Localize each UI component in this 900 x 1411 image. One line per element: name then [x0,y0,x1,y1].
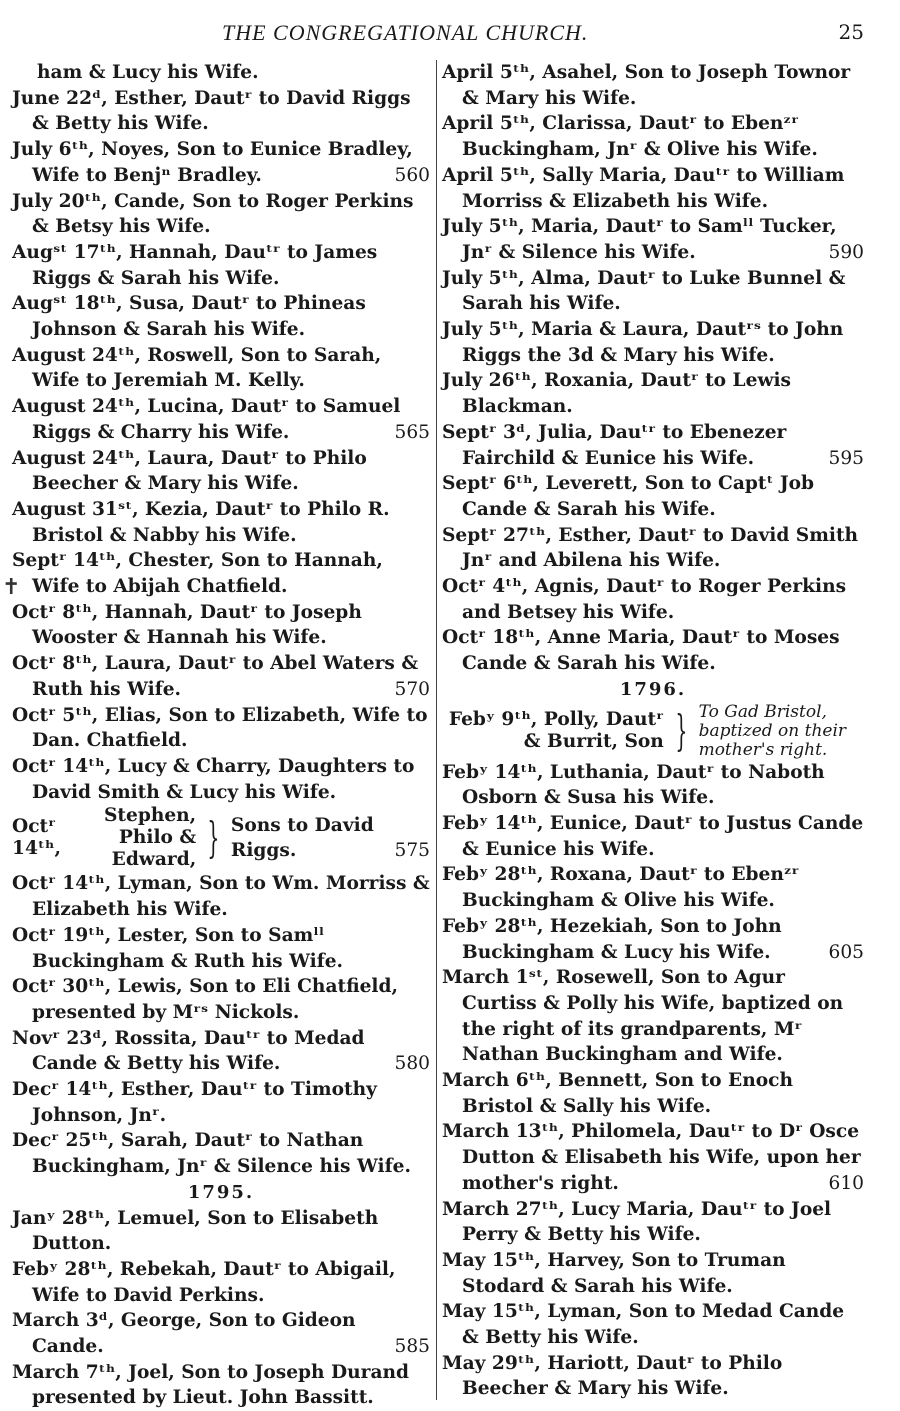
register-entry [12,137,430,188]
brace-names [72,805,196,871]
right-column [442,60,864,1402]
column-divider [436,60,437,1400]
entry-text: Febʸ 14ᵗʰ, Eunice, Dautʳ to Justus Cande & Eunice his Wife. [442,812,864,860]
entry-text: March 3ᵈ, George, Son to Gideon Cande. [12,1310,356,1358]
entry-text: Octʳ 14ᵗʰ, Lyman, Son to Wm. Morriss & Elizabeth his Wife. [12,873,430,921]
entry-text: Octʳ 5ᵗʰ, Elias, Son to Elizabeth, Wife to Dan. Chatfield. [12,704,428,752]
register-entry [12,703,430,754]
entry-number: 590 [828,241,864,263]
brace-text [231,813,430,863]
entry-text: July 6ᵗʰ, Noyes, Son to Eunice Bradley, Wife to Benjⁿ Bradley. [12,139,413,186]
brace-entry-right [442,703,864,760]
entry-text: Decʳ 14ᵗʰ, Esther, Dauᵗʳ to Timothy Johnson, Jnʳ. [12,1079,377,1126]
entry-text: March 6ᵗʰ, Bennett, Son to Enoch Bristol & Sally his Wife. [442,1070,793,1117]
entry-number: 560 [394,164,430,186]
register-entry [12,600,430,651]
brace-name: Edward, [111,849,197,871]
register-entry [442,1351,864,1402]
entry-text: Febʸ 28ᵗʰ, Roxana, Dautʳ to Ebenᶻʳ Buckingham & Olive his Wife. [442,864,800,912]
entry-text: Novʳ 23ᵈ, Rossita, Dauᵗʳ to Medad Cande & Betty his Wife. [12,1027,365,1075]
running-title: THE CONGREGATIONAL CHURCH. [222,20,589,45]
entry-text: April 5ᵗʰ, Clarissa, Dautʳ to Ebenᶻʳ Buckingham, Jnʳ & Olive his Wife. [442,113,818,161]
entry-number: 580 [394,1053,430,1075]
entry-text: Septʳ 27ᵗʰ, Esther, Dautʳ to David Smith Jnʳ and Abilena his Wife. [442,524,859,572]
register-entry [12,923,430,974]
entry-text: March 7ᵗʰ, Joel, Son to Joseph Durand presented by Lieut. John Bassitt. [12,1361,410,1409]
brace-description: Sons to David Riggs. [230,815,374,862]
register-entry [442,317,864,368]
register-entry [442,163,864,214]
page-header [0,20,900,50]
register-entry [12,548,430,599]
register-entry [442,914,864,965]
entry-text: Octʳ 18ᵗʰ, Anne Maria, Dautʳ to Moses Cande & Sarah his Wife. [442,627,840,675]
register-entry [442,965,864,1068]
register-entry [12,1128,430,1179]
register-entry [12,86,430,137]
register-entry [12,60,430,86]
entry-text: Decʳ 25ᵗʰ, Sarah, Dautʳ to Nathan Buckingham, Jnʳ & Silence his Wife. [12,1130,411,1178]
register-entry [442,1119,864,1196]
entry-text: Febʸ 28ᵗʰ, Rebekah, Dautʳ to Abigail, Wife to David Perkins. [12,1258,396,1306]
register-entry [442,1068,864,1119]
register-entry [442,760,864,811]
brace-name: Stephen, [103,805,197,827]
register-entry [12,394,430,445]
register-entry [12,343,430,394]
entry-text: July 5ᵗʰ, Maria & Laura, Dautʳˢ to John Riggs the 3d & Mary his Wife. [442,319,844,366]
entry-number: 595 [828,447,864,469]
page-number: 25 [838,20,864,44]
register-entry [442,811,864,862]
register-entry [12,1026,430,1077]
register-entry [12,1360,430,1411]
register-entry [442,1299,864,1350]
entry-text: August 24ᵗʰ, Laura, Dautʳ to Philo Beecher & Mary his Wife. [12,447,367,495]
brace-icon: } [675,706,688,756]
register-entry [12,651,430,702]
register-entry [12,446,430,497]
entry-text: May 29ᵗʰ, Hariott, Dautʳ to Philo Beecher & Mary his Wife. [442,1352,783,1400]
entry-text: Febʸ 28ᵗʰ, Hezekiah, Son to John Buckingham & Lucy his Wife. [442,915,782,963]
entry-number: 585 [394,1336,430,1358]
entry-text: July 5ᵗʰ, Maria, Dautʳ to Samˡˡ Tucker, Jnʳ & Silence his Wife. [442,216,837,263]
left-column [12,60,430,1411]
brace-second: & Burrit, Son [523,731,664,753]
entry-number: 570 [394,678,430,700]
register-entry [442,60,864,111]
register-entry [12,974,430,1025]
entry-text: Octʳ 8ᵗʰ, Hannah, Dautʳ to Joseph Wooster & Hannah his Wife. [12,601,362,649]
entry-text: April 5ᵗʰ, Asahel, Son to Joseph Townor & Mary his Wife. [442,62,851,109]
entry-text: August 31ˢᵗ, Kezia, Dautʳ to Philo R. Bristol & Nabby his Wife. [12,498,390,546]
entry-text: Janʸ 28ᵗʰ, Lemuel, Son to Elisabeth Dutton. [12,1207,379,1255]
register-entry [12,240,430,291]
entry-number: 565 [394,421,430,443]
brace-name: Philo & [118,827,197,849]
entry-text: Octʳ 14ᵗʰ, Lucy & Charry, Daughters to David Smith & Lucy his Wife. [12,755,415,803]
entry-text: Septʳ 6ᵗʰ, Leverett, Son to Captᵗ Job Cande & Sarah his Wife. [442,473,815,520]
entry-text: May 15ᵗʰ, Lyman, Son to Medad Cande & Betty his Wife. [442,1301,845,1349]
entry-number: 605 [828,941,864,963]
entry-number: 575 [394,840,430,862]
brace-date: Octʳ 14ᵗʰ, [12,816,61,860]
entry-text: Octʳ 19ᵗʰ, Lester, Son to Samˡˡ Buckingham & Ruth his Wife. [12,924,343,972]
entry-text: April 5ᵗʰ, Sally Maria, Dauᵗʳ to William Morriss & Elizabeth his Wife. [442,164,845,212]
register-entry [442,266,864,317]
year-heading: 1796. [619,678,687,700]
register-entry [442,1248,864,1299]
margin-mark: ✝ [2,575,21,600]
register-entry [12,1077,430,1128]
register-entry [12,497,430,548]
year-heading: 1795. [187,1181,255,1203]
entry-text: Augˢᵗ 17ᵗʰ, Hannah, Dauᵗʳ to James Riggs & Sarah his Wife. [12,241,378,289]
entry-text: July 26ᵗʰ, Roxania, Dautʳ to Lewis Blackman. [442,370,791,418]
brace-entry-left [12,805,430,871]
entry-text: Augˢᵗ 18ᵗʰ, Susa, Dautʳ to Phineas Johnson & Sarah his Wife. [12,293,366,341]
entry-text: August 24ᵗʰ, Lucina, Dautʳ to Samuel Riggs & Charry his Wife. [12,396,401,443]
entry-text: July 5ᵗʰ, Alma, Dautʳ to Luke Bunnel & Sarah his Wife. [442,267,846,315]
entry-text: March 1ˢᵗ, Rosewell, Son to Agur Curtiss & Polly his Wife, baptized on the right of its grandparents, Mʳ Nathan Buckingham and Wife. [442,967,844,1066]
register-entry [12,1206,430,1257]
register-entry [442,625,864,676]
entry-text: ham & Lucy his Wife. [37,62,259,83]
brace-icon: } [207,813,220,863]
register-entry [12,1308,430,1359]
register-entry [442,574,864,625]
entry-text: May 15ᵗʰ, Harvey, Son to Truman Stodard & Sarah his Wife. [442,1249,786,1297]
register-entry [12,291,430,342]
register-entry [12,754,430,805]
entry-text: Septʳ 3ᵈ, Julia, Dauᵗʳ to Ebenezer Fairchild & Eunice his Wife. [442,421,787,469]
entry-text: Octʳ 8ᵗʰ, Laura, Dautʳ to Abel Waters & Ruth his Wife. [12,653,419,700]
entry-text: March 13ᵗʰ, Philomela, Dauᵗʳ to Dʳ Osce Dutton & Elisabeth his Wife, upon her mother's right. [442,1121,861,1194]
entry-text: March 27ᵗʰ, Lucy Maria, Dauᵗʳ to Joel Perry & Betty his Wife. [442,1198,832,1246]
entry-text: Septʳ 14ᵗʰ, Chester, Son to Hannah, Wife to Abijah Chatfield. [12,550,383,598]
entry-text: June 22ᵈ, Esther, Dautʳ to David Riggs & Betty his Wife. [12,87,411,135]
register-entry [442,420,864,471]
entry-text: Febʸ 14ᵗʰ, Luthania, Dautʳ to Naboth Osborn & Susa his Wife. [442,761,825,809]
register-entry [442,523,864,574]
register-entry [442,214,864,265]
brace-date: Febʸ 9ᵗʰ, Polly, Dautʳ [448,709,664,731]
register-entry [442,368,864,419]
register-entry [12,189,430,240]
brace-lhs [442,709,664,753]
register-entry [442,1197,864,1248]
register-entry [442,111,864,162]
brace-text: To Gad Bristol, baptized on their mother's right. [698,701,847,760]
register-entry [442,471,864,522]
register-entry [442,862,864,913]
entry-text: Octʳ 30ᵗʰ, Lewis, Son to Eli Chatfield, presented by Mʳˢ Nickols. [12,976,398,1023]
register-entry [12,871,430,922]
entry-text: Octʳ 4ᵗʰ, Agnis, Dautʳ to Roger Perkins and Betsey his Wife. [442,576,847,623]
register-entry [12,1257,430,1308]
entry-number: 610 [828,1172,864,1194]
entry-text: August 24ᵗʰ, Roswell, Son to Sarah, Wife to Jeremiah M. Kelly. [12,344,382,392]
entry-text: July 20ᵗʰ, Cande, Son to Roger Perkins & Betsy his Wife. [12,190,414,238]
